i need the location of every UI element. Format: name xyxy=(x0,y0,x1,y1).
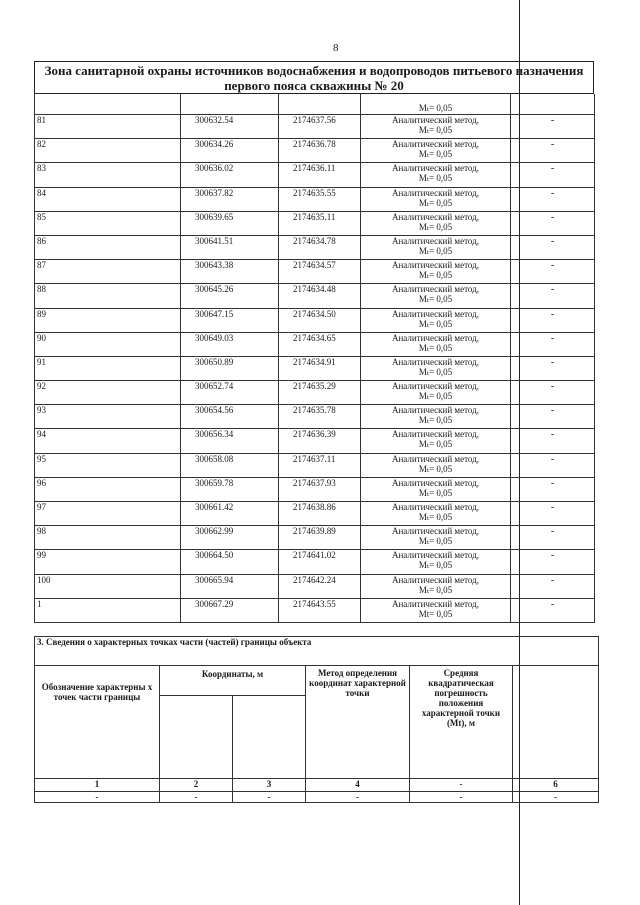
coord-y: 2174636.39 xyxy=(279,429,361,453)
coord-x: 300664.50 xyxy=(181,550,279,574)
point-number: 89 xyxy=(35,308,181,332)
section3-table xyxy=(34,636,599,803)
col-coords: Координаты, м xyxy=(160,666,306,696)
table-row xyxy=(35,284,595,308)
mt-value: - xyxy=(511,356,595,380)
method-label: Аналитический метод, xyxy=(391,356,480,367)
coord-y: 2174637.11 xyxy=(279,453,361,477)
table-row xyxy=(35,356,595,380)
col-method: Метод определения координат характерной точки xyxy=(306,666,410,779)
method-label: Аналитический метод, xyxy=(391,115,480,125)
mt-value: - xyxy=(511,332,595,356)
method-cell xyxy=(361,381,511,405)
col-error: Средняя квадратическая погрешность положения характерной точки (Mt), м xyxy=(410,666,513,779)
method-cell xyxy=(361,502,511,526)
num-2: 2 xyxy=(160,779,233,792)
mt-value: - xyxy=(511,526,595,550)
point-number: 84 xyxy=(35,187,181,211)
method-cell xyxy=(361,477,511,501)
table-row xyxy=(35,308,595,332)
coord-y: 2174639.89 xyxy=(279,526,361,550)
table-row xyxy=(35,163,595,187)
mt-value: - xyxy=(511,550,595,574)
method-accuracy: Mₜ= 0,05 xyxy=(418,342,453,353)
coord-x: 300659.78 xyxy=(181,477,279,501)
table-row xyxy=(35,235,595,259)
coord-y: 2174635.55 xyxy=(279,187,361,211)
method-label: Аналитический метод, xyxy=(391,598,480,609)
method-accuracy: Mₜ= 0,05 xyxy=(418,391,453,402)
num-6: 6 xyxy=(513,779,599,792)
point-number: 98 xyxy=(35,526,181,550)
method-cell xyxy=(361,211,511,235)
method-cell xyxy=(361,308,511,332)
method-label: Аналитический метод, xyxy=(391,405,480,416)
mt-value: - xyxy=(511,381,595,405)
method-label: Аналитический метод, xyxy=(391,187,480,198)
method-accuracy: Mₜ= 0,05 xyxy=(418,221,453,232)
method-cell xyxy=(361,284,511,308)
method-accuracy: Mₜ= 0,05 xyxy=(418,245,453,256)
coord-x: 300636.02 xyxy=(181,163,279,187)
dash-1: - xyxy=(35,792,160,803)
point-number: 96 xyxy=(35,477,181,501)
point-number: 90 xyxy=(35,332,181,356)
table-row xyxy=(35,502,595,526)
method-accuracy: Mₜ= 0,05 xyxy=(418,439,453,450)
coord-x: 300650.89 xyxy=(181,356,279,380)
coord-x: 300643.38 xyxy=(181,260,279,284)
page-number: 8 xyxy=(333,42,339,54)
method-cell xyxy=(361,115,511,139)
method-label: Аналитический метод, xyxy=(391,502,480,512)
method-accuracy: Mₜ= 0,05 xyxy=(418,294,453,305)
method-accuracy: Mₜ= 0,05 xyxy=(418,197,453,208)
method-cell xyxy=(361,598,511,622)
method-accuracy: Mₜ= 0,05 xyxy=(418,149,453,160)
mt-value: - xyxy=(511,163,595,187)
mt-value: - xyxy=(511,308,595,332)
dash-6: - xyxy=(513,792,599,803)
method-cell xyxy=(361,163,511,187)
method-label: Аналитический метод, xyxy=(391,332,480,343)
mt-value: - xyxy=(511,211,595,235)
mt-value: - xyxy=(511,502,595,526)
coord-x: 300639.65 xyxy=(181,211,279,235)
coord-x: 300667.29 xyxy=(181,598,279,622)
method-label: Аналитический метод, xyxy=(391,550,480,561)
table-row xyxy=(35,187,595,211)
point-number: 99 xyxy=(35,550,181,574)
coord-x: 300634.26 xyxy=(181,139,279,163)
method-label: Аналитический метод, xyxy=(391,163,480,174)
method-label: Аналитический метод, xyxy=(391,211,480,222)
coord-x: 300645.26 xyxy=(181,284,279,308)
coord-y: 2174638.86 xyxy=(279,502,361,526)
top-row-method: Mₜ= 0,05 xyxy=(361,94,511,115)
section3-heading: 3. Сведения о характерных точках части (частей) границы объекта xyxy=(37,637,312,647)
mt-value: - xyxy=(511,429,595,453)
coord-x: 300632.54 xyxy=(181,115,279,139)
coord-y: 2174634.91 xyxy=(279,356,361,380)
coord-y: 2174634.65 xyxy=(279,332,361,356)
point-number: 93 xyxy=(35,405,181,429)
coord-x: 300649.03 xyxy=(181,332,279,356)
mt-value: - xyxy=(511,115,595,139)
method-cell xyxy=(361,235,511,259)
points-table xyxy=(34,114,595,623)
coord-y: 2174634.57 xyxy=(279,260,361,284)
point-number: 100 xyxy=(35,574,181,598)
table-row xyxy=(35,260,595,284)
point-number: 83 xyxy=(35,163,181,187)
coord-x: 300637.82 xyxy=(181,187,279,211)
method-cell xyxy=(361,429,511,453)
mt-value: - xyxy=(511,260,595,284)
dash-2: - xyxy=(160,792,233,803)
method-cell xyxy=(361,526,511,550)
method-accuracy: Mₜ= 0,05 xyxy=(418,366,453,377)
dash-5: - xyxy=(410,792,513,803)
method-label: Аналитический метод, xyxy=(391,308,480,319)
method-label: Аналитический метод, xyxy=(391,284,480,295)
point-number: 87 xyxy=(35,260,181,284)
table-row xyxy=(35,477,595,501)
method-label: Аналитический метод, xyxy=(391,429,480,440)
coord-x: 300661.42 xyxy=(181,502,279,526)
coord-y: 2174635.29 xyxy=(279,381,361,405)
point-number: 94 xyxy=(35,429,181,453)
method-label: Аналитический метод, xyxy=(391,260,480,271)
method-label: Аналитический метод, xyxy=(391,453,480,464)
num-3: 3 xyxy=(233,779,306,792)
table-row xyxy=(35,574,595,598)
method-label: Аналитический метод, xyxy=(391,235,480,246)
mt-value: - xyxy=(511,598,595,622)
point-number: 82 xyxy=(35,139,181,163)
method-accuracy: Mₜ= 0,05 xyxy=(418,487,453,498)
point-number: 91 xyxy=(35,356,181,380)
point-number: 85 xyxy=(35,211,181,235)
method-accuracy: Mₜ= 0,05 xyxy=(418,125,453,135)
point-number: 81 xyxy=(35,115,181,139)
mt-value: - xyxy=(511,477,595,501)
coord-y: 2174637.56 xyxy=(279,115,361,139)
method-accuracy: Mₜ= 0,05 xyxy=(418,463,453,474)
coord-x: 300647.15 xyxy=(181,308,279,332)
table-row xyxy=(35,332,595,356)
coord-y: 2174635.78 xyxy=(279,405,361,429)
dash-4: - xyxy=(306,792,410,803)
mt-value: - xyxy=(511,574,595,598)
method-label: Аналитический метод, xyxy=(391,574,480,585)
method-cell xyxy=(361,453,511,477)
coord-y: 2174635.11 xyxy=(279,211,361,235)
method-accuracy: Mₜ= 0,05 xyxy=(418,512,453,522)
method-cell xyxy=(361,574,511,598)
coord-y: 2174634.78 xyxy=(279,235,361,259)
num-5: - xyxy=(410,779,513,792)
point-number: 86 xyxy=(35,235,181,259)
mt-value: - xyxy=(511,139,595,163)
coord-y: 2174636.11 xyxy=(279,163,361,187)
method-cell xyxy=(361,187,511,211)
method-accuracy: Mₜ= 0,05 xyxy=(418,318,453,329)
table-row xyxy=(35,526,595,550)
method-cell xyxy=(361,356,511,380)
coord-x: 300652.74 xyxy=(181,381,279,405)
table-row xyxy=(35,405,595,429)
coord-x: 300656.34 xyxy=(181,429,279,453)
table-row xyxy=(35,115,595,139)
method-label: Аналитический метод, xyxy=(391,477,480,488)
coord-x: 300665.94 xyxy=(181,574,279,598)
dash-3: - xyxy=(233,792,306,803)
coord-x: 300662.99 xyxy=(181,526,279,550)
point-number: 97 xyxy=(35,502,181,526)
table-row xyxy=(35,139,595,163)
mt-value: - xyxy=(511,284,595,308)
method-cell xyxy=(361,260,511,284)
coord-x: 300658.08 xyxy=(181,453,279,477)
method-cell xyxy=(361,332,511,356)
mt-value: - xyxy=(511,235,595,259)
method-accuracy: Mₜ= 0,05 xyxy=(418,270,453,281)
point-number: 95 xyxy=(35,453,181,477)
point-number: 1 xyxy=(35,598,181,622)
table-row xyxy=(35,453,595,477)
method-label: Аналитический метод, xyxy=(391,381,480,392)
coord-y: 2174634.50 xyxy=(279,308,361,332)
coord-y: 2174641.02 xyxy=(279,550,361,574)
method-label: Аналитический метод, xyxy=(391,139,480,150)
num-4: 4 xyxy=(306,779,410,792)
col-designation: Обозначение характерны х точек части границы xyxy=(35,666,160,779)
document-title: Зона санитарной охраны источников водоснабжения и водопроводов питьевого назначения первого пояса скважины № 20 xyxy=(34,61,594,94)
mt-value: - xyxy=(511,405,595,429)
method-accuracy: Mₜ= 0,05 xyxy=(418,536,453,547)
point-number: 88 xyxy=(35,284,181,308)
coord-y: 2174634.48 xyxy=(279,284,361,308)
points-table-top xyxy=(34,94,595,115)
coord-x: 300654.56 xyxy=(181,405,279,429)
method-accuracy: Mₜ= 0,05 xyxy=(418,415,453,426)
method-cell xyxy=(361,405,511,429)
mt-value: - xyxy=(511,453,595,477)
method-label: Аналитический метод, xyxy=(391,526,480,537)
coord-y: 2174643.55 xyxy=(279,598,361,622)
table-row xyxy=(35,381,595,405)
table-row xyxy=(35,211,595,235)
coord-x: 300641.51 xyxy=(181,235,279,259)
table-row xyxy=(35,550,595,574)
table-row xyxy=(35,429,595,453)
method-accuracy: Mₜ= 0,05 xyxy=(418,560,453,571)
coord-y: 2174637.93 xyxy=(279,477,361,501)
num-1: 1 xyxy=(35,779,160,792)
mt-value: - xyxy=(511,187,595,211)
method-accuracy: Mₜ= 0,05 xyxy=(418,584,453,595)
table-row xyxy=(35,598,595,622)
coord-y: 2174642.24 xyxy=(279,574,361,598)
method-cell xyxy=(361,139,511,163)
coord-y: 2174636.78 xyxy=(279,139,361,163)
method-accuracy: Mt= 0,05 xyxy=(418,608,453,619)
point-number: 92 xyxy=(35,381,181,405)
method-cell xyxy=(361,550,511,574)
method-accuracy: Mₜ= 0,05 xyxy=(418,173,453,184)
